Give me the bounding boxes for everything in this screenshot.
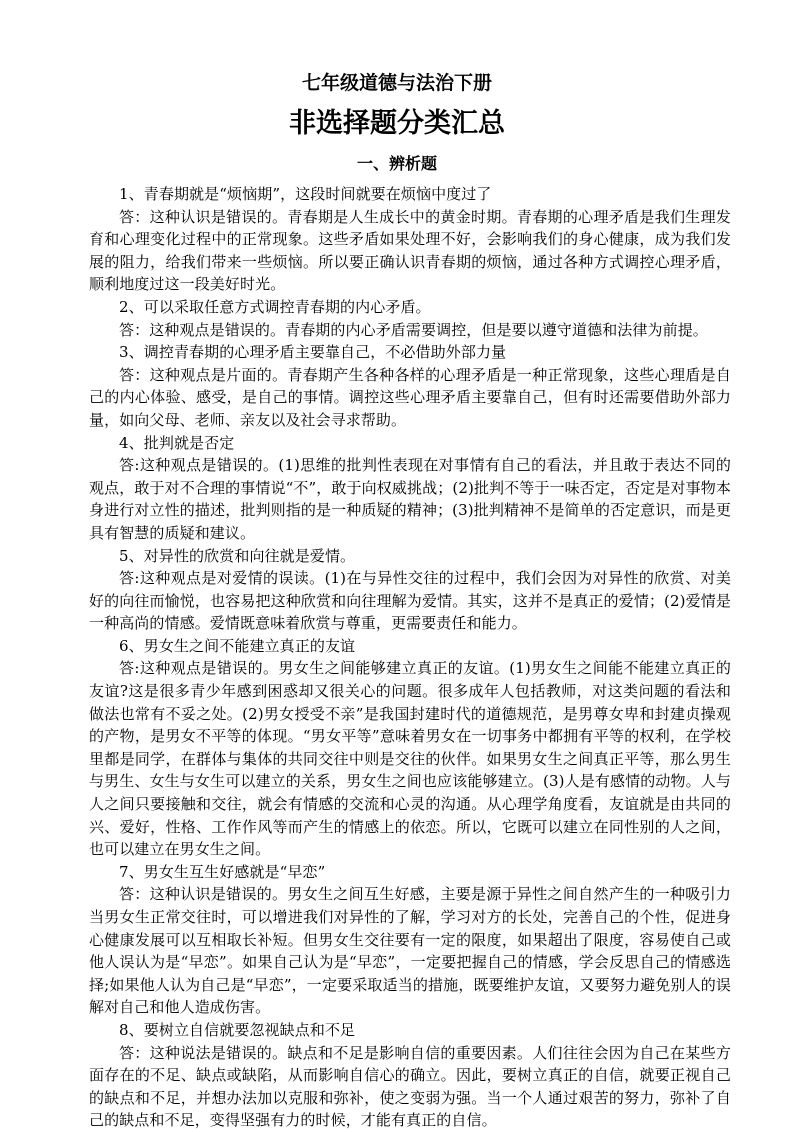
- question-3: 3、调控青春期的心理矛盾主要靠自己，不必借助外部力量: [119, 343, 507, 362]
- section-heading: 一、辨析题: [356, 154, 437, 173]
- document-subtitle: 七年级道德与法治下册: [301, 72, 492, 94]
- document-title: 非选择题分类汇总: [289, 108, 505, 139]
- answer-2: 答：这种观点是错误的。青春期的内心矛盾需要调控，但是要以遵守道德和法律为前提。: [119, 320, 708, 339]
- answer-8: 答：这种说法是错误的。缺点和不足是影响自信的重要因素。人们往往会因为自己在某些方面存在的不足、缺点或缺陷，从而影响自信心的确立。因此，要树立真正的自信，就要正视自己的缺点和不足，并想办法加以克服和弥补，使之变弱为强。当一个人通过艰苦的努力，弥补了自己的缺点和不足，变得坚强有力的时候，才能有真正的自信。: [89, 1043, 731, 1130]
- question-5: 5、对异性的欣赏和向往就是爱情。: [119, 546, 356, 565]
- question-8: 8、要树立自信就要忽视缺点和不足: [119, 1020, 356, 1039]
- answer-3: 答：这种观点是片面的。青春期产生各种各样的心理矛盾是一种正常现象，这些心理盾是自己的内心体验、感受，是自己的事情。调控这些心理矛盾主要靠自己，但有时还需要借助外部力量，如向父母、老师、亲友以及社会寻求帮助。: [89, 365, 731, 429]
- question-list: [89, 183, 731, 1132]
- question-2: 2、可以采取任意方式调控青春期的内心矛盾。: [119, 297, 431, 316]
- answer-5: 答:这种观点是对爱情的误读。(1)在与异性交往的过程中，我们会因为对异性的欣赏、对美好的向往而愉悦，也容易把这种欣赏和向往理解为爱情。其实，这并不是真正的爱情；(2)爱情是一种高尚的情感。爱情既意味着欣赏与尊重，更需要责任和能力。: [89, 569, 731, 633]
- question-4: 4、批判就是否定: [119, 433, 235, 452]
- answer-1: 答：这种认识是错误的。青春期是人生成长中的黄金时期。青春期的心理矛盾是我们生理发育和心理变化过程中的正常现象。这些矛盾如果处理不好，会影响我们的身心健康，成为我们发展的阻力，给我们带来一些烦恼。所以要正确认识青春期的烦恼，通过各种方式调控心理矛盾，顺利地度过这一段美好时光。: [89, 207, 731, 294]
- question-6: 6、男女生之间不能建立真正的友谊: [119, 636, 356, 655]
- answer-6: 答:这种观点是错误的。男女生之间能够建立真正的友谊。(1)男女生之间能不能建立真正的友谊?这是很多青少年感到困惑却又很关心的问题。很多成年人包括教师，对这类问题的看法和做法也常有不妥之处。(2)男女授受不亲”是我国封建时代的道德规范，是男尊女卑和封建贞操观的产物，是男女不平等的体现。“男女平等”意味着男女在一切事务中都拥有平等的权利，在学校里都是同学，在群体与集体的共同交往中则是交往的伙伴。如果男女生之间真正平等，那么男生与男生、女生与女生可以建立的关系，男女生之间也应该能够建立。(3)人是有感情的动物。人与人之间只要接触和交往，就会有情感的交流和心灵的沟通。从心理学角度看，友谊就是由共同的兴、爱好，性格、工作作风等而产生的情感上的依恋。所以，它既可以建立在同性别的人之间，也可以建立在男女生之间。: [89, 659, 731, 859]
- answer-4: 答:这种观点是错误的。(1)思维的批判性表现在对事情有自己的看法，并且敢于表达不同的观点，敢于对不合理的事情说“不”，敢于向权威挑战；(2)批判不等于一味否定，否定是对事物本身进行对立性的描述，批判则指的是一种质疑的精神；(3)批判精神不是简单的否定意识，而是更具有智慧的质疑和建议。: [89, 456, 731, 542]
- answer-7: 答：这种认识是错误的。男女生之间互生好感，主要是源于异性之间自然产生的一种吸引力当男女生正常交往时，可以增进我们对异性的了解，学习对方的长处，完善自己的个性，促进身心健康发展可以互相取长补短。但男女生交往要有一定的限度，如果超出了限度，容易使自己或他人误认为是“早恋”。如果自己认为是“早恋”，一定要把握自己的情感，学会反思自己的情感选择;如果他人认为自己是“早恋”，一定要采取适当的措施，既要维护友谊，又要努力避免别人的误解对自己和他人造成伤害。: [89, 885, 731, 1017]
- question-7: 7、男女生互生好感就是“早恋”: [119, 862, 326, 881]
- question-1: 1、青春期就是“烦恼期”，这段时间就要在烦恼中度过了: [119, 185, 492, 203]
